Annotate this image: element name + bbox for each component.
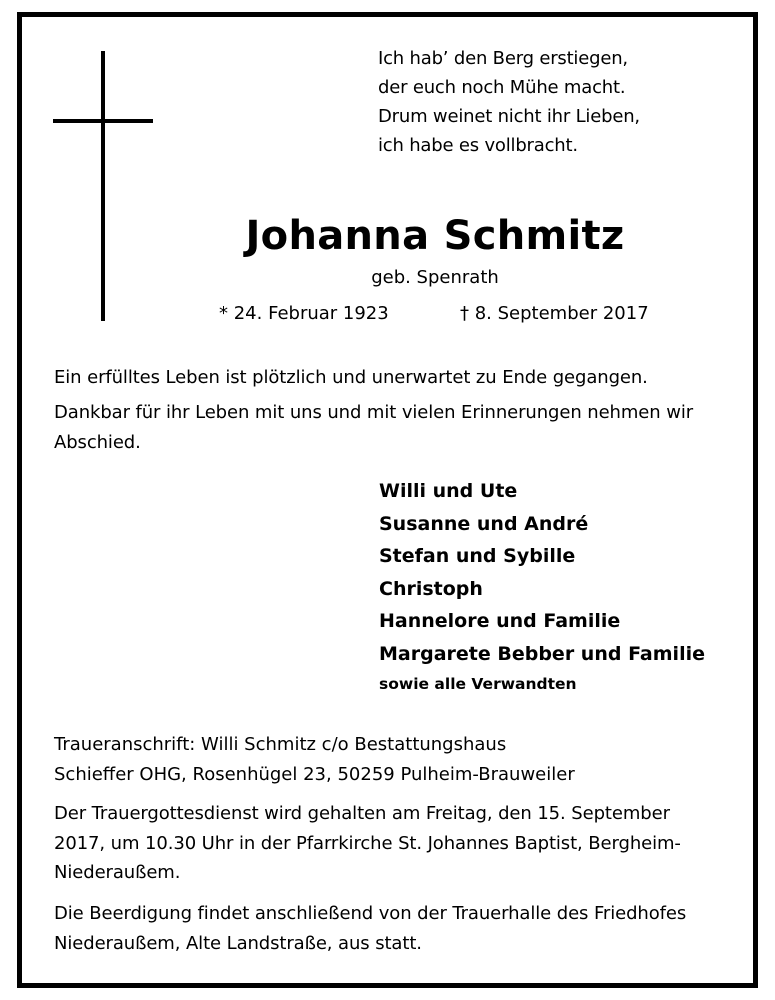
birth-name: geb. Spenrath xyxy=(371,267,499,288)
death-date: † 8. September 2017 xyxy=(460,303,649,324)
service-paragraph: Der Trauergottesdienst wird gehalten am Freitag, den 15. September 2017, um 10.30 Uhr in der Pfarrkirche St. Johannes Baptist, Bergheim-Niederaußem. xyxy=(54,803,681,883)
poem xyxy=(378,44,640,160)
family-member: Susanne und André xyxy=(379,512,589,535)
address-line: Schieffer OHG, Rosenhügel 23, 50259 Pulheim-Brauweiler xyxy=(54,763,575,785)
relatives-line: sowie alle Verwandten xyxy=(379,675,577,693)
family-member: Hannelore und Familie xyxy=(379,610,621,632)
birth-date: * 24. Februar 1923 xyxy=(219,303,389,324)
deceased-name: Johanna Schmitz xyxy=(245,213,625,259)
poem-line: ich habe es vollbracht. xyxy=(378,135,578,156)
poem-line: Ich hab’ den Berg erstiegen, xyxy=(378,48,628,69)
family-member: Willi und Ute xyxy=(379,480,518,502)
family-member: Margarete Bebber und Familie xyxy=(379,642,705,665)
family-list xyxy=(379,475,705,698)
burial-paragraph: Die Beerdigung findet anschließend von der Trauerhalle des Friedhofes Niederaußem, Alte Landstraße, aus statt. xyxy=(54,903,687,954)
address-line: Traueranschrift: Willi Schmitz c/o Bestattungshaus xyxy=(54,734,507,755)
intro-paragraph: Ein erfülltes Leben ist plötzlich und unerwartet zu Ende gegangen. xyxy=(54,367,648,388)
thanks-paragraph: Dankbar für ihr Leben mit uns und mit vielen Erinnerungen nehmen wir Abschied. xyxy=(54,402,694,453)
poem-line: der euch noch Mühe macht. xyxy=(378,77,626,98)
cross-horizontal-bar xyxy=(53,119,153,123)
family-member: Stefan und Sybille xyxy=(379,545,576,567)
poem-line: Drum weinet nicht ihr Lieben, xyxy=(378,106,640,127)
family-member: Christoph xyxy=(379,577,483,600)
mourning-address xyxy=(54,730,575,789)
